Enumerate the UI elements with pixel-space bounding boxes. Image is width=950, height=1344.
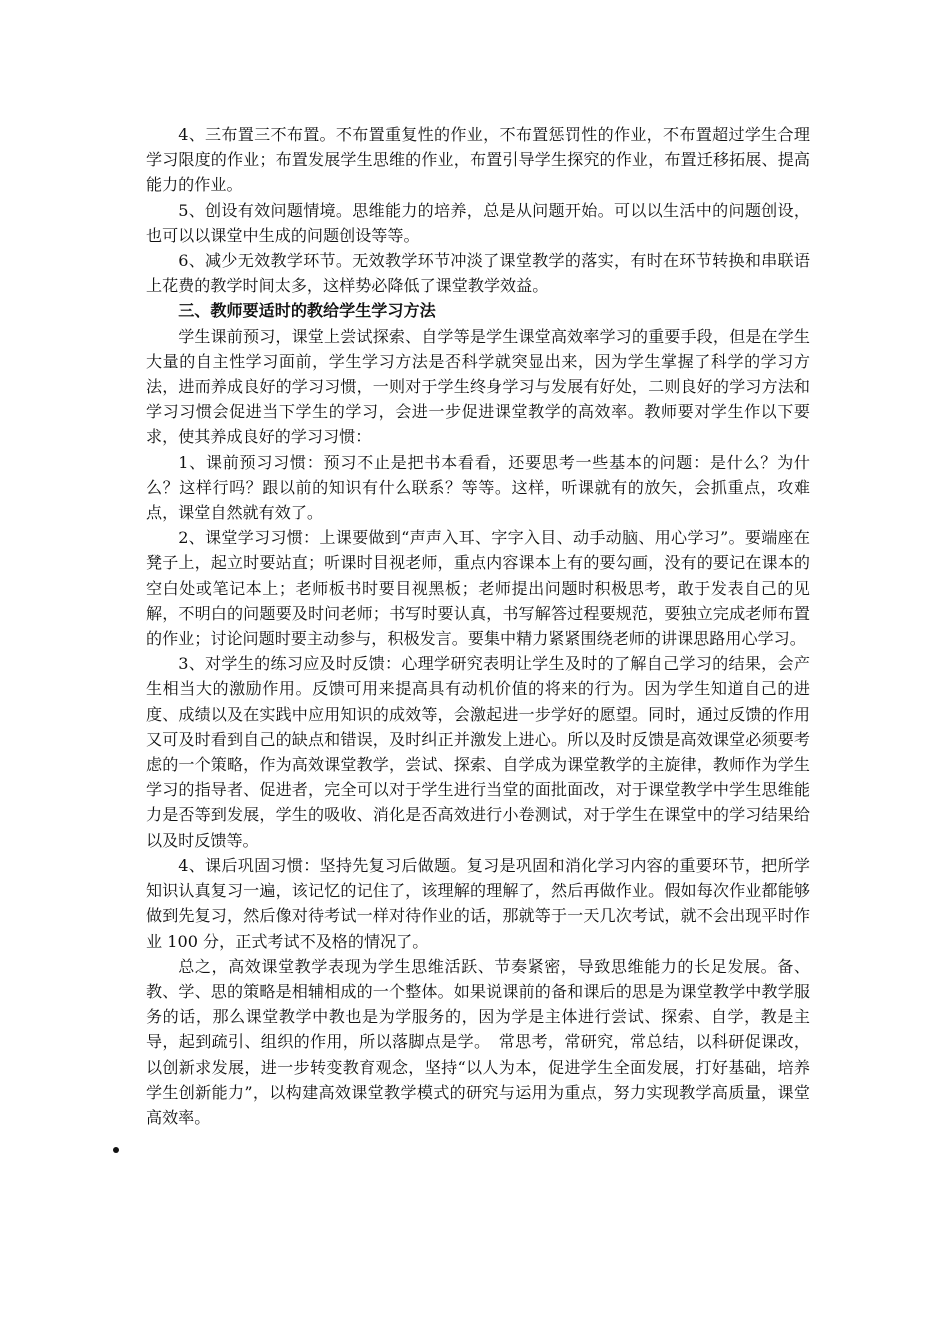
paragraph-learning-methods-intro: 学生课前预习，课堂上尝试探索、自学等是学生课堂高效率学习的重要手段，但是在学生大量的自主性学习面前，学生学习方法是否科学就突显出来，因为学生掌握了科学的学习方法，进而养成良好的学习习惯，一则对于学生终身学习与发展有好处，二则良好的学习方法和学习习惯会促进当下学生的学习，会进一步促进课堂教学的高效率。教师要对学生作以下要求，使其养成良好的学习习惯：	[146, 326, 810, 447]
section-heading: 三、教师要适时的教给学生学习方法	[178, 301, 436, 321]
paragraph-classroom-habit: 2、课堂学习习惯：上课要做到“声声入耳、字字入目、动手动脑、用心学习”。要端座在凳子上，起立时要站直；听课时目视老师，重点内容课本上有的要勾画，没有的要记在课本的空白处或笔记本上；老师板书时要目视黑板；老师提出问题时积极思考，敢于发表自己的见解，不明白的问题要及时问老师；书写时要认真，书写解答过程要规范，要独立完成老师布置的作业；讨论问题时要主动参与，积极发言。要集中精力紧紧围绕老师的讲课思路用心学习。	[146, 528, 810, 649]
paragraph-conclusion: 总之，高效课堂教学表现为学生思维活跃、节奏紧密，导致思维能力的长足发展。备、教、学、思的策略是相辅相成的一个整体。如果说课前的备和课后的思是为课堂教学中教学服务的话，那么课堂教学中教也是为学服务的，因为学是主体进行尝试、探索、自学，教是主导，起到疏引、组织的作用，所以落脚点是学。 常思考，常研究，常总结，以科研促课改，以创新求发展，进一步转变教育观念，坚持“以人为本，促进学生全面发展，打好基础，培养学生创新能力”，以构建高效课堂教学模式的研究与运用为重点，努力实现教学高质量，课堂高效率。	[146, 956, 810, 1127]
paragraph-feedback: 3、对学生的练习应及时反馈：心理学研究表明让学生及时的了解自己学习的结果，会产生相当大的激励作用。反馈可用来提高具有动机价值的将来的行为。因为学生知道自己的进度、成绩以及在实践中应用知识的成效等，会激起进一步学好的愿望。同时，通过反馈的作用又可及时看到自己的缺点和错误，及时纠正并激发上进心。所以及时反馈是高效课堂必须要考虑的一个策略，作为高效课堂教学，尝试、探索、自学成为课堂教学的主旋律，教师作为学生学习的指导者、促进者，完全可以对于学生进行当堂的面批面改，对于课堂教学中学生思维能力是否等到发展，学生的吸收、消化是否高效进行小卷测试，对于学生在课堂中的学习结果给以及时反馈等。	[146, 654, 810, 850]
paragraph-problem-situation: 5、创设有效问题情境。思维能力的培养，总是从问题开始。可以以生活中的问题创设，也可以以课堂中生成的问题创设等等。	[146, 200, 810, 245]
bullet-dot-icon	[113, 1147, 119, 1153]
document-body	[146, 122, 810, 1130]
paragraph-reduce-ineffective-steps: 6、减少无效教学环节。无效教学环节冲淡了课堂教学的落实，有时在环节转换和串联语上花费的教学时间太多，这样势必降低了课堂教学效益。	[146, 251, 810, 296]
paragraph-homework-rules: 4、三布置三不布置。不布置重复性的作业，不布置惩罚性的作业，不布置超过学生合理学习限度的作业；布置发展学生思维的作业，布置引导学生探究的作业，布置迁移拓展、提高能力的作业。	[146, 125, 810, 195]
paragraph-review-habit: 4、课后巩固习惯：坚持先复习后做题。复习是巩固和消化学习内容的重要环节，把所学知识认真复习一遍，该记忆的记住了，该理解的理解了，然后再做作业。假如每次作业都能够做到先复习，然后像对待考试一样对待作业的话，那就等于一天几次考试，就不会出现平时作业 100 分，正式考试不及格的情况了。	[146, 855, 810, 951]
paragraph-preview-habit: 1、课前预习习惯：预习不止是把书本看看，还要思考一些基本的问题：是什么？为什么？这样行吗？跟以前的知识有什么联系？等等。这样，听课就有的放矢，会抓重点，攻难点，课堂自然就有效了。	[146, 452, 810, 523]
